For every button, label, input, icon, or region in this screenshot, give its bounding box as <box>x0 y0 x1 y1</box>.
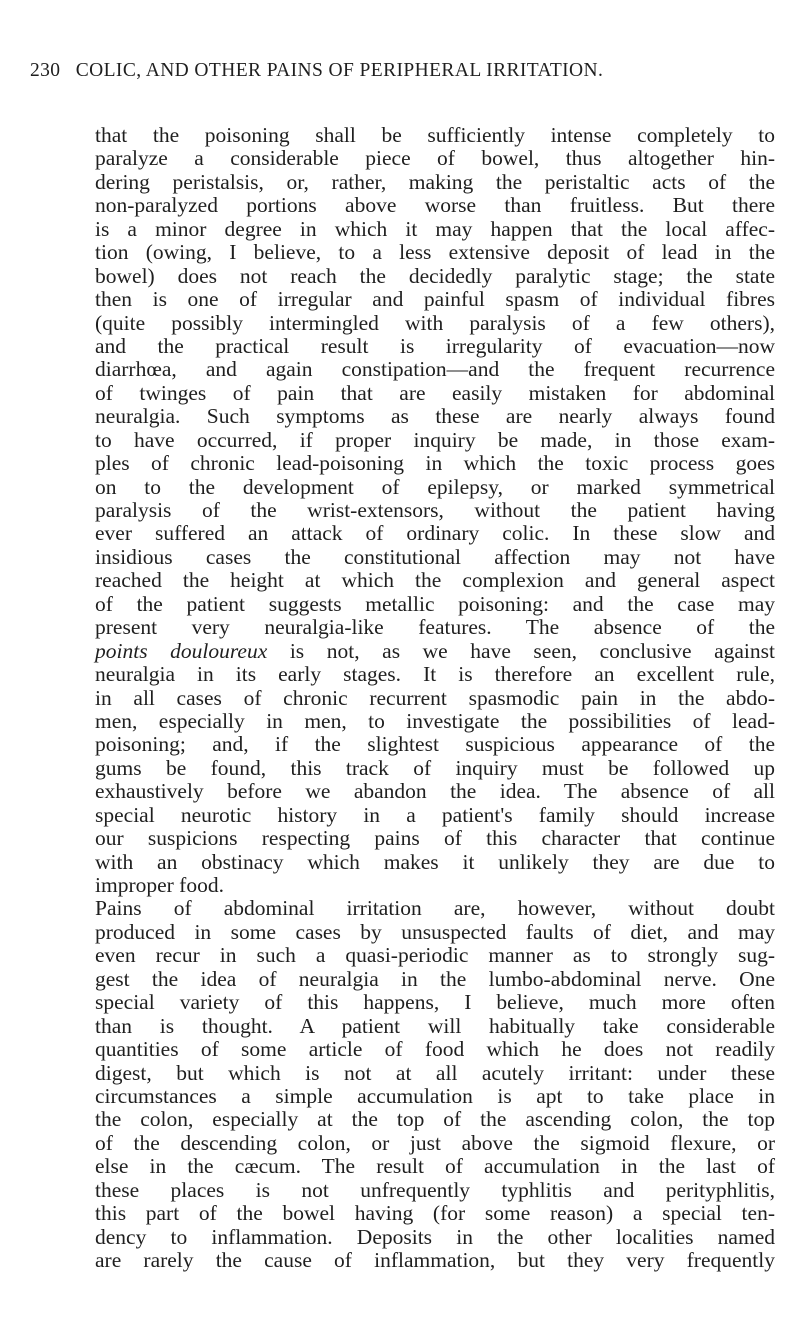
text-line: and the practical result is irregularity of evacuation—now <box>95 333 775 358</box>
text-line: non-paralyzed portions above worse than fruitless. But there <box>95 193 775 218</box>
text-line: with an obstinacy which makes it unlikely they are due to <box>95 849 775 874</box>
text-line: on to the development of epilepsy, or marked symmetrical <box>95 474 775 499</box>
text-line: ever suffered an attack of ordinary colic. In these slow and <box>95 521 775 546</box>
text-line: circumstances a simple accumulation is apt to take place in <box>95 1083 775 1108</box>
text-line: Pains of abdominal irritation are, however, without doubt <box>95 896 775 921</box>
text-line: gums be found, this track of inquiry must be followed up <box>95 755 775 780</box>
text-line: diarrhœa, and again constipation—and the frequent recurrence <box>95 357 775 382</box>
page-number: 230 <box>30 60 61 81</box>
text-line: to have occurred, if proper inquiry be made, in those exam- <box>95 427 775 452</box>
italic-line-rest: is not, as we have seen, conclusive against <box>267 638 775 663</box>
text-line: poisoning; and, if the slightest suspicious appearance of the <box>95 732 775 757</box>
text-line: reached the height at which the complexion and general aspect <box>95 568 775 593</box>
text-line: gest the idea of neuralgia in the lumbo-abdominal nerve. One <box>95 966 775 991</box>
text-line: digest, but which is not at all acutely irritant: under these <box>95 1060 775 1085</box>
text-line: paralysis of the wrist-extensors, without the patient having <box>95 498 775 522</box>
text-line: then is one of irregular and painful spasm of individual fibres <box>95 287 775 312</box>
text-line: ples of chronic lead-poisoning in which the toxic process goes <box>95 451 775 476</box>
text-line: of the patient suggests metallic poisoning: and the case may <box>95 591 775 616</box>
italic-term: points douloureux <box>95 638 268 663</box>
body-text <box>95 124 775 1272</box>
text-line: neuralgia in its early stages. It is therefore an excellent rule, <box>95 662 775 687</box>
text-line: dency to inflammation. Deposits in the other localities named <box>95 1224 775 1249</box>
text-line: these places is not unfrequently typhlitis and perityphlitis, <box>95 1177 775 1202</box>
text-line: men, especially in men, to investigate the possibilities of lead- <box>95 708 775 733</box>
text-line: of twinges of pain that are easily mistaken for abdominal <box>95 380 775 405</box>
text-line: this part of the bowel having (for some reason) a special ten- <box>95 1201 775 1226</box>
text-line: special neurotic history in a patient's family should increase <box>95 802 775 827</box>
text-line: even recur in such a quasi-periodic manner as to strongly sug- <box>95 943 775 968</box>
text-line: that the poisoning shall be sufficiently intense completely to <box>95 123 775 147</box>
text-line: insidious cases the constitutional affection may not have <box>95 544 775 569</box>
text-line: paralyze a considerable piece of bowel, thus altogether hin- <box>95 146 775 171</box>
text-line: the colon, especially at the top of the ascending colon, the top <box>95 1107 775 1132</box>
text-line: present very neuralgia-like features. The absence of the <box>95 615 775 640</box>
running-title: COLIC, AND OTHER PAINS OF PERIPHERAL IRRITATION. <box>75 60 604 81</box>
text-line: of the descending colon, or just above the sigmoid flexure, or <box>95 1130 775 1155</box>
text-line: special variety of this happens, I believe, much more often <box>95 990 775 1015</box>
text-line: is a minor degree in which it may happen that the local affec- <box>95 216 775 241</box>
text-line: are rarely the cause of inflammation, but they very frequently <box>95 1248 775 1272</box>
text-line: else in the cæcum. The result of accumulation in the last of <box>95 1154 775 1179</box>
text-line: bowel) does not reach the decidedly paralytic stage; the state <box>95 263 775 288</box>
text-line: dering peristalsis, or, rather, making the peristaltic acts of the <box>95 169 775 194</box>
text-line <box>95 640 775 663</box>
text-line: produced in some cases by unsuspected faults of diet, and may <box>95 919 775 944</box>
text-line: quantities of some article of food which he does not readily <box>95 1037 775 1062</box>
text-line: in all cases of chronic recurrent spasmodic pain in the abdo- <box>95 685 775 710</box>
text-line: tion (owing, I believe, to a less extensive deposit of lead in the <box>95 240 775 265</box>
text-line: neuralgia. Such symptoms as these are nearly always found <box>95 404 775 429</box>
text-line: (quite possibly intermingled with paralysis of a few others), <box>95 310 775 335</box>
text-line: exhaustively before we abandon the idea. The absence of all <box>95 779 775 804</box>
paragraph-end-line: improper food. <box>95 873 224 897</box>
running-head <box>30 60 770 82</box>
text-line: our suspicions respecting pains of this character that continue <box>95 826 775 851</box>
text-line: than is thought. A patient will habitually take considerable <box>95 1013 775 1038</box>
